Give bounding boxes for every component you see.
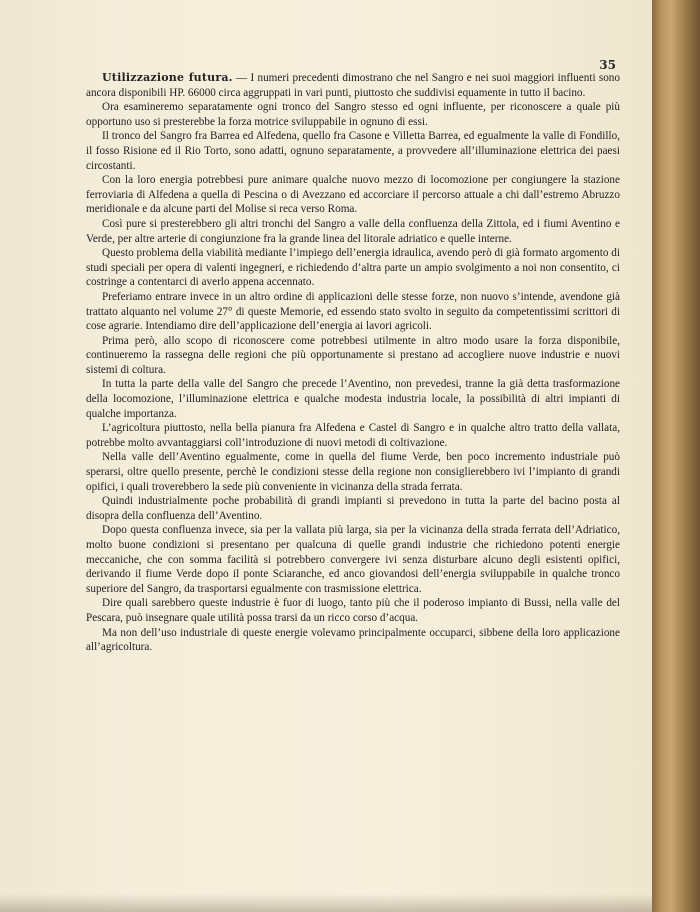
paragraph-6: Questo problema della viabilità mediante l’impiego dell’energia idraulica, avendo però di già formato argomento di studi speciali per opera di valenti ingegneri, e richiedendo d’altra parte un ampio svolgimento a noi non consentito, ci costringe a contentarci di averlo appena accennato. bbox=[86, 247, 620, 289]
paragraph-4: Con la loro energia potrebbesi pure animare qualche nuovo mezzo di locomozione per congiungere la stazione ferroviaria di Alfedena a quella di Pescina o di Avezzano ed accorciare il percorso attuale a chi dall’estremo Abruzzo meridionale e da alcune parti del Molise si reca verso Roma. bbox=[86, 174, 620, 216]
paragraph-1 bbox=[86, 71, 620, 100]
paragraph-5: Così pure si presterebbero gli altri tronchi del Sangro a valle della confluenza della Zittola, ed i fiumi Aventino e Verde, per altre arterie di congiunzione fra la grande linea del litorale adriatico e quelle interne. bbox=[86, 217, 620, 245]
section-heading: Utilizzazione futura. bbox=[102, 71, 233, 84]
paragraph-2: Ora esamineremo separatamente ogni tronco del Sangro stesso ed ogni influente, per riconoscere a quale più opportuno uso si presterebbe la forza motrice sviluppabile in ognuno di essi. bbox=[86, 101, 620, 128]
paragraph-7: Preferiamo entrare invece in un altro ordine di applicazioni delle stesse forze, non nuovo s’intende, avendone già trattato alquanto nel volume 27° di queste Memorie, ed essendo stato svolto in seguito da competentissimi scrittori di cose agrarie. Intendiamo dire dell’applicazione dell’energia ai lavori agricoli. bbox=[86, 290, 620, 333]
paragraph-10: L’agricoltura piuttosto, nella bella pianura fra Alfedena e Castel di Sangro e in qualche altro tratto della vallata, potrebbe molto avvantaggiarsi coll’introduzione di nuovi metodi di coltivazione. bbox=[86, 422, 620, 449]
paragraph-14: Dire quali sarebbero queste industrie è fuor di luogo, tanto più che il poderoso impianto di Bussi, nella valle del Pescara, può insegnare quale utilità possa trarsi da un ricco corso d’acqua. bbox=[86, 597, 620, 624]
body-text bbox=[86, 71, 620, 655]
paragraph-9: In tutta la parte della valle del Sangro che precede l’Aventino, non prevedesi, tranne la già detta trasformazione della locomozione, l’illuminazione elettrica e qualche modesta industria locale, la possibilità di altri impianti di qualche importanza. bbox=[86, 378, 620, 420]
paragraph-3: Il tronco del Sangro fra Barrea ed Alfedena, quello fra Casone e Villetta Barrea, ed egualmente la valle di Fondillo, il fosso Risione ed il Rio Torto, sono adatti, ognuno separatamente, a provvedere all’illuminazione elettrica dei paesi circostanti. bbox=[86, 130, 620, 172]
paragraph-11: Nella valle dell’Aventino egualmente, come in quella del fiume Verde, ben poco incremento industriale può sperarsi, oltre quello presente, perchè le condizioni stesse della regione non consiglierebbero ivi l’impianto di grandi opifici, i quali troverebbero la sede più conveniente in vicinanza della strada ferrata. bbox=[86, 451, 620, 493]
page-edge-binding bbox=[652, 0, 700, 912]
paragraph-1-text: — I numeri precedenti dimostrano che nel Sangro e nei suoi maggiori influenti sono ancora disponibili HP. 66000 circa aggruppati in vari punti, piuttosto che suddivisi equamente in tutto il bacino. bbox=[86, 72, 620, 99]
paragraph-13: Dopo questa confluenza invece, sia per la vallata più larga, sia per la vicinanza della strada ferrata dell’Adriatico, molto buone condizioni si presentano per qualcuna di quelle grandi industrie che richiedono potenti energie meccaniche, che con somma facilità si potrebbero convergere ivi senza disturbare alcuno degli esistenti opifici, derivando il fiume Verde dopo il ponte Sciaranche, ed anco giovandosi dell’energia sviluppabile in qualche tronco superiore del Sangro, da trasportarsi egualmente con trasmissione elettrica. bbox=[86, 524, 620, 595]
page-number: 35 bbox=[599, 58, 616, 72]
paragraph-15: Ma non dell’uso industriale di queste energie volevamo principalmente occuparci, sibbene della loro applicazione all’agricoltura. bbox=[86, 626, 620, 654]
paragraph-8: Prima però, allo scopo di riconoscere come potrebbesi utilmente in altro modo usare la forza disponibile, continueremo la rassegna delle regioni che più opportunamente si prestano ad accogliere nuove industrie e nuovi sistemi di coltura. bbox=[86, 334, 620, 376]
paragraph-12: Quindi industrialmente poche probabilità di grandi impianti si prevedono in tutta la parte del bacino posta al disopra della confluenza dell’Aventino. bbox=[86, 495, 620, 522]
page-bottom-shadow bbox=[0, 894, 652, 912]
